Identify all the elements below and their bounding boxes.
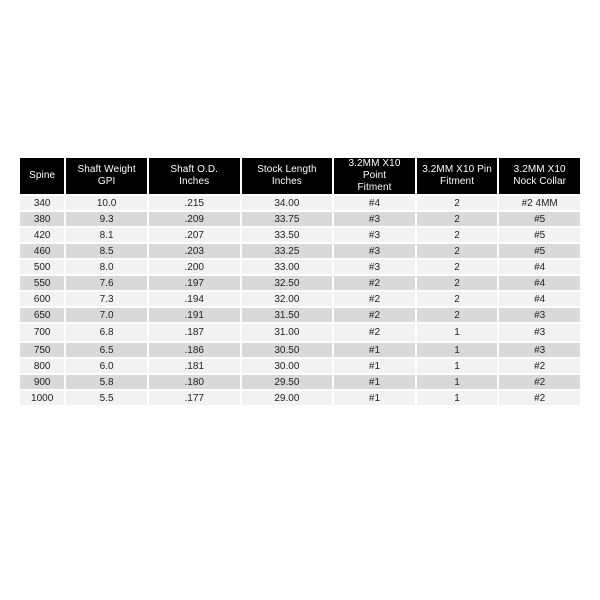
cell-spine: 380 [20,212,64,226]
cell-point-fitment: #3 [334,212,415,226]
cell-shaft-weight: 10.0 [66,196,147,210]
cell-nock-collar: #5 [499,228,580,242]
table-row [20,260,580,274]
cell-point-fitment: #3 [334,228,415,242]
cell-nock-collar: #3 [499,343,580,357]
header-line: 3.2MM X10 [513,164,566,175]
cell-pin-fitment: 2 [417,292,498,306]
cell-stock-length: 33.75 [242,212,333,226]
table-row [20,375,580,389]
cell-pin-fitment: 1 [417,375,498,389]
cell-shaft-od: .186 [149,343,240,357]
header-nock-collar [499,158,580,194]
cell-pin-fitment: 2 [417,260,498,274]
header-line: Shaft O.D. [170,164,219,175]
header-line: Inches [271,176,302,187]
header-spine [20,158,64,194]
header-point-fitment [334,158,415,194]
cell-stock-length: 32.50 [242,276,333,290]
cell-stock-length: 34.00 [242,196,333,210]
cell-shaft-od: .177 [149,391,240,405]
header-line: Spine [29,170,56,181]
cell-shaft-weight: 9.3 [66,212,147,226]
cell-stock-length: 30.00 [242,359,333,373]
header-shaft-od [149,158,240,194]
header-line: Fitment [440,176,475,187]
cell-pin-fitment: 1 [417,343,498,357]
header-line: Nock Collar [513,176,567,187]
cell-shaft-weight: 6.0 [66,359,147,373]
cell-shaft-od: .181 [149,359,240,373]
cell-shaft-od: .194 [149,292,240,306]
table-row [20,391,580,405]
cell-point-fitment: #1 [334,359,415,373]
table-row [20,292,580,306]
table-row [20,359,580,373]
cell-shaft-weight: 7.3 [66,292,147,306]
cell-stock-length: 31.50 [242,308,333,322]
cell-point-fitment: #1 [334,375,415,389]
cell-pin-fitment: 2 [417,212,498,226]
cell-spine: 750 [20,343,64,357]
header-line: GPI [97,176,116,187]
cell-shaft-weight: 7.6 [66,276,147,290]
table-row [20,212,580,226]
cell-spine: 1000 [20,391,64,405]
cell-pin-fitment: 1 [417,324,498,341]
cell-nock-collar: #3 [499,308,580,322]
header-line: 3.2MM X10 Pin [422,164,492,175]
cell-spine: 700 [20,324,64,341]
table-row [20,244,580,258]
cell-pin-fitment: 2 [417,244,498,258]
table-body [20,196,580,405]
table-row [20,308,580,322]
cell-shaft-weight: 8.0 [66,260,147,274]
header-line: Shaft Weight [77,164,136,175]
cell-shaft-od: .215 [149,196,240,210]
cell-pin-fitment: 1 [417,391,498,405]
cell-nock-collar: #2 [499,391,580,405]
cell-pin-fitment: 1 [417,359,498,373]
cell-nock-collar: #2 4MM [499,196,580,210]
cell-shaft-od: .191 [149,308,240,322]
cell-stock-length: 32.00 [242,292,333,306]
cell-nock-collar: #5 [499,244,580,258]
cell-spine: 460 [20,244,64,258]
header-line: Inches [179,176,210,187]
cell-nock-collar: #2 [499,375,580,389]
header-line: 3.2MM X10 Point [348,158,401,181]
cell-spine: 800 [20,359,64,373]
cell-spine: 500 [20,260,64,274]
cell-pin-fitment: 2 [417,276,498,290]
cell-shaft-od: .207 [149,228,240,242]
cell-stock-length: 33.50 [242,228,333,242]
table-header-row [20,158,580,194]
cell-point-fitment: #1 [334,391,415,405]
cell-nock-collar: #4 [499,292,580,306]
cell-shaft-od: .197 [149,276,240,290]
cell-nock-collar: #4 [499,276,580,290]
cell-shaft-weight: 8.1 [66,228,147,242]
table-row [20,343,580,357]
header-line: Stock Length [257,164,317,175]
cell-shaft-weight: 6.5 [66,343,147,357]
cell-pin-fitment: 2 [417,228,498,242]
cell-nock-collar: #4 [499,260,580,274]
cell-point-fitment: #4 [334,196,415,210]
table-row [20,276,580,290]
header-stock-length [242,158,333,194]
header-line: Fitment [357,182,392,193]
cell-spine: 340 [20,196,64,210]
cell-point-fitment: #2 [334,292,415,306]
cell-shaft-weight: 7.0 [66,308,147,322]
table-row [20,324,580,341]
cell-shaft-weight: 5.8 [66,375,147,389]
cell-stock-length: 31.00 [242,324,333,341]
cell-shaft-od: .200 [149,260,240,274]
cell-shaft-weight: 8.5 [66,244,147,258]
cell-spine: 420 [20,228,64,242]
cell-point-fitment: #1 [334,343,415,357]
cell-spine: 550 [20,276,64,290]
cell-stock-length: 29.00 [242,391,333,405]
cell-spine: 900 [20,375,64,389]
cell-nock-collar: #5 [499,212,580,226]
cell-stock-length: 33.25 [242,244,333,258]
cell-point-fitment: #3 [334,244,415,258]
cell-shaft-od: .203 [149,244,240,258]
cell-nock-collar: #2 [499,359,580,373]
cell-spine: 600 [20,292,64,306]
cell-pin-fitment: 2 [417,196,498,210]
cell-stock-length: 33.00 [242,260,333,274]
cell-shaft-weight: 6.8 [66,324,147,341]
arrow-spec-table [18,156,582,407]
cell-point-fitment: #2 [334,276,415,290]
header-pin-fitment [417,158,498,194]
cell-spine: 650 [20,308,64,322]
cell-point-fitment: #2 [334,324,415,341]
header-shaft-weight [66,158,147,194]
cell-shaft-od: .187 [149,324,240,341]
cell-shaft-od: .209 [149,212,240,226]
cell-point-fitment: #2 [334,308,415,322]
table-row [20,196,580,210]
cell-pin-fitment: 2 [417,308,498,322]
cell-stock-length: 30.50 [242,343,333,357]
cell-shaft-od: .180 [149,375,240,389]
cell-nock-collar: #3 [499,324,580,341]
cell-point-fitment: #3 [334,260,415,274]
table-row [20,228,580,242]
cell-stock-length: 29.50 [242,375,333,389]
cell-shaft-weight: 5.5 [66,391,147,405]
